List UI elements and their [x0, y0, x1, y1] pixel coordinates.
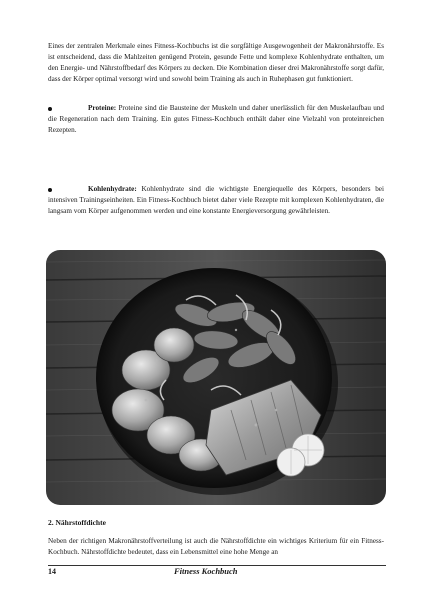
bullet-carbohydrates: [48, 184, 384, 217]
book-title: Fitness Kochbuch: [174, 566, 238, 576]
food-photo: [46, 250, 386, 505]
bullet-proteins: [48, 103, 384, 136]
bullet-term: Kohlenhydrate:: [88, 185, 137, 193]
bullet-term: Proteine:: [88, 104, 117, 112]
bullet-text: Proteine sind die Bausteine der Muskeln und daher unerlässlich für den Muskelaufbau und die Regeneration nach dem Training. Ein gutes Fitness-Kochbuch enthält daher eine Vielzahl von proteinreichen Rezepten.: [48, 104, 385, 134]
bullet-icon: [48, 107, 52, 111]
bullet-icon: [48, 188, 52, 192]
bullet-paragraph: [48, 103, 384, 136]
bullet-paragraph: [48, 184, 384, 217]
intro-paragraph: Eines der zentralen Merkmale eines Fitness-Kochbuchs ist die sorgfältige Ausgewogenheit der Makronährstoffe. Es ist entscheidend, dass die Mahlzeiten genügend Protein, gesunde Fette und komplexe Kohlenhydrate enthalten, um den Energie- und Nährstoffbedarf des Körpers zu decken. Die Kombination dieser drei Makronährstoffe sorgt dafür, dass der Körper optimal versorgt wird und sowohl beim Training als auch in Ruhephasen gut funktioniert.: [48, 42, 384, 83]
section-paragraph: Neben der richtigen Makronährstoffverteilung ist auch die Nährstoffdichte ein wichtiges Kriterium für ein Fitness-Kochbuch. Nährstoffdichte bedeutet, dass ein Lebensmittel eine hohe Menge an: [48, 537, 384, 556]
page-number: 14: [48, 567, 56, 576]
bullet-text: Kohlenhydrate sind die wichtigste Energiequelle des Körpers, besonders bei intensiven Trainingseinheiten. Ein Fitness-Kochbuch bietet daher viele Rezepte mit komplexen Kohlenhydraten, die langsam vom Körper aufgenommen werden und eine konstante Energieversorgung gewährleisten.: [48, 185, 384, 215]
section-heading: 2. Nährstoffdichte: [48, 518, 106, 527]
food-photo-illustration: [46, 250, 386, 505]
